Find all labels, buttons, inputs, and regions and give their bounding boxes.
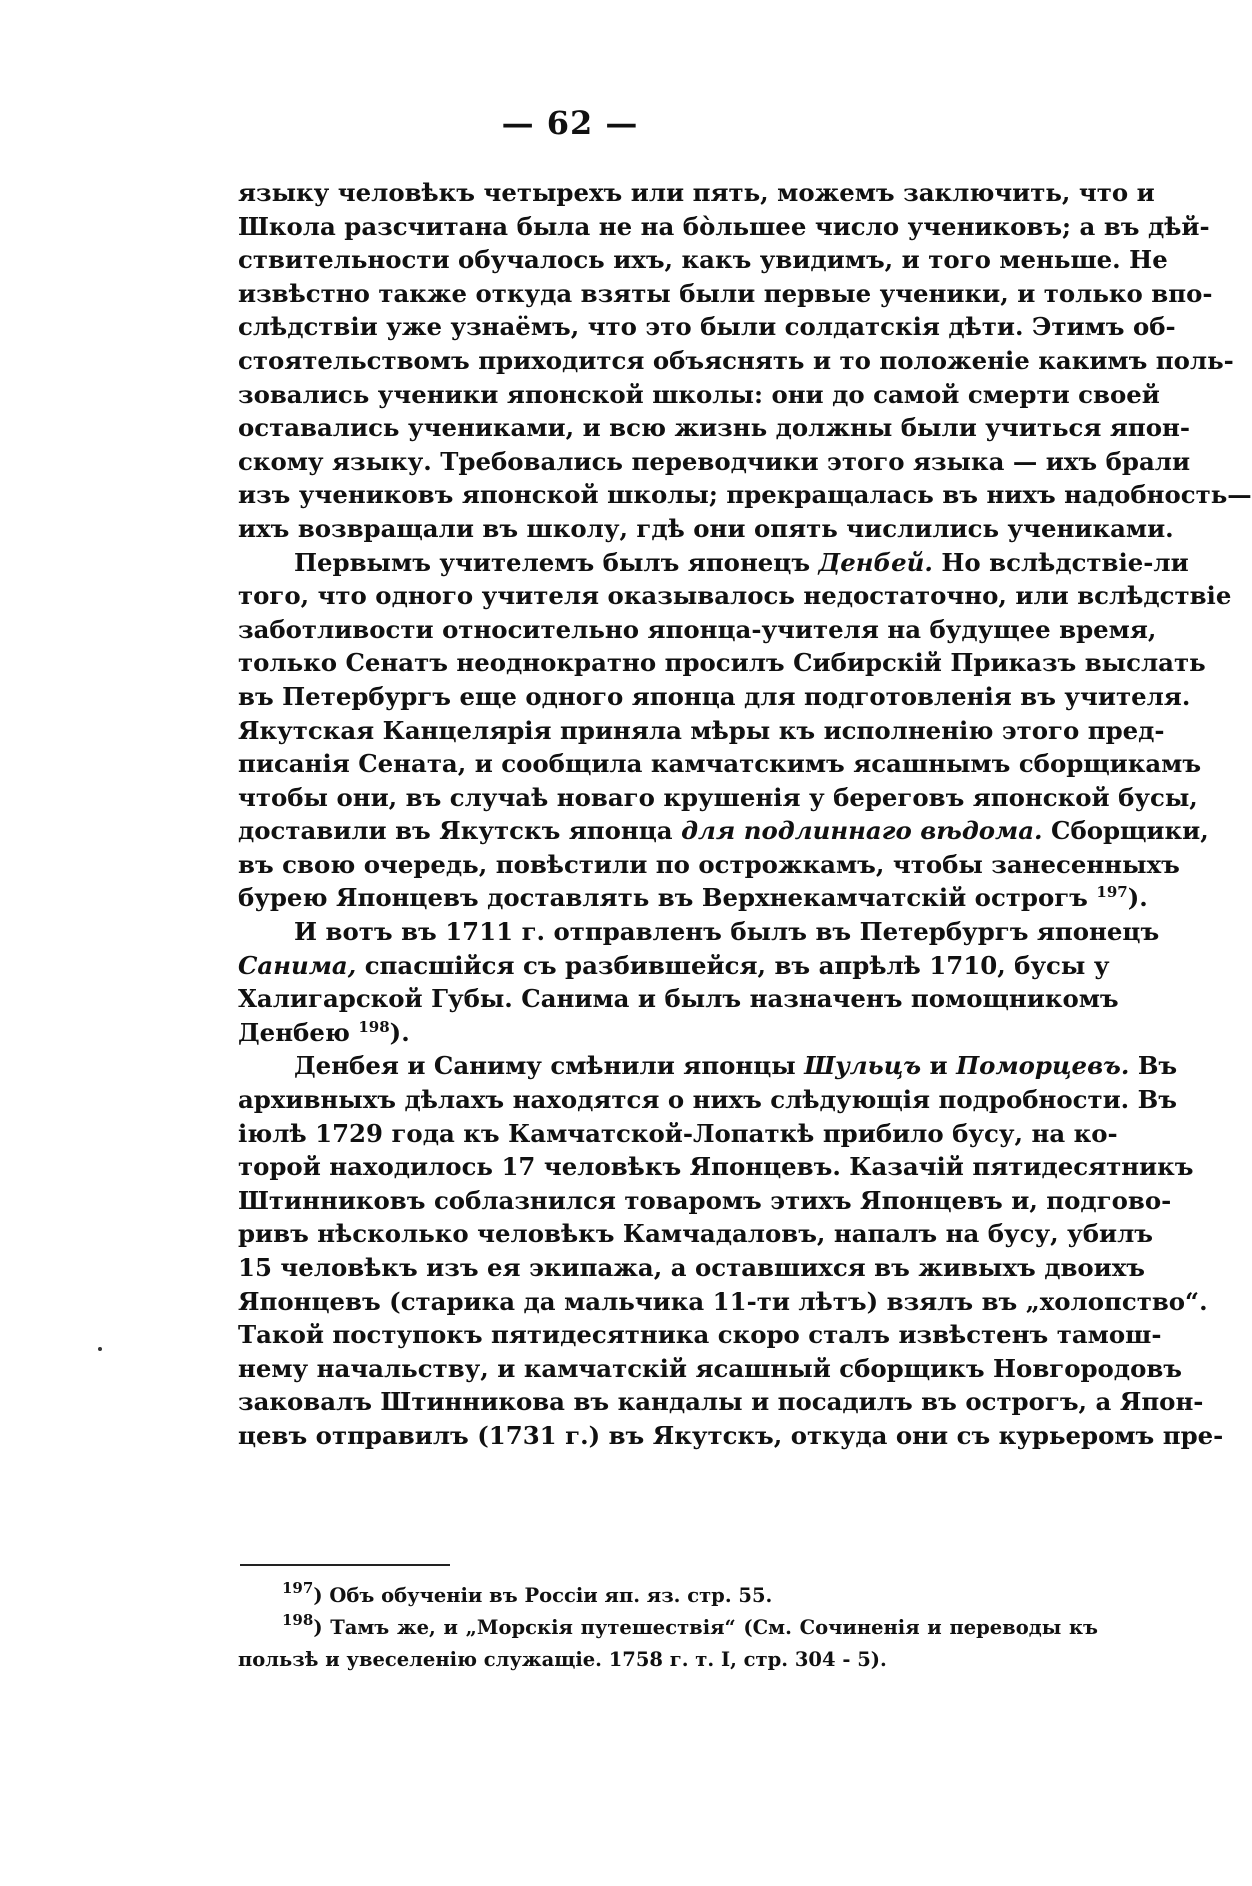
text-run: Но вслѣдствіе-ли — [932, 547, 1189, 577]
text-line: въ свою очередь, повѣстили по острожкамъ, чтобы занесенныхъ — [238, 849, 1180, 879]
text-line: ствительности обучалось ихъ, какъ увидимъ, и того меньше. Не — [238, 245, 1168, 275]
italic-phrase: для подлиннаго вѣдома. — [681, 816, 1043, 846]
text-line: іюлѣ 1729 года къ Камчатской-Лопаткѣ прибило бусу, на ко- — [238, 1118, 1118, 1148]
text-line — [238, 814, 1209, 848]
text-run: спасшійся съ разбившейся, въ апрѣлѣ 1710, бусы у — [356, 950, 1110, 980]
text-run: Денбею — [238, 1017, 359, 1047]
footnote-divider — [240, 1564, 450, 1566]
text-line: извѣстно также откуда взяты были первые ученики, и только впо- — [238, 278, 1213, 308]
text-line: ривъ нѣсколько человѣкъ Камчадаловъ, напалъ на бусу, убилъ — [238, 1219, 1153, 1249]
main-text — [238, 176, 1252, 1453]
text-line: заковалъ Штинникова въ кандалы и посадилъ въ острогъ, а Япон- — [238, 1387, 1204, 1417]
footnotes — [238, 1580, 1098, 1676]
text-line: скому языку. Требовались переводчики этого языка — ихъ брали — [238, 446, 1191, 476]
text-line: нему начальству, и камчатскій ясашный сборщикъ Новгородовъ — [238, 1353, 1182, 1383]
footnote-mark: 198 — [282, 1611, 314, 1629]
text-line: цевъ отправилъ (1731 г.) въ Якутскъ, откуда они съ курьеромъ пре- — [238, 1420, 1224, 1450]
text-line — [238, 1049, 1178, 1083]
text-line: Такой поступокъ пятидесятника скоро сталъ извѣстенъ тамош- — [238, 1320, 1162, 1350]
footnote-continuation: пользѣ и увеселенію служащіе. 1758 г. т. I, стр. 304 - 5). — [238, 1648, 887, 1671]
text-line: Школа разсчитана была не на бо̀льшее число учениковъ; а въ дѣй- — [238, 211, 1210, 241]
text-line: зовались ученики японской школы: они до самой смерти своей — [238, 379, 1160, 409]
text-run: ). — [389, 1017, 410, 1047]
footnote-ref[interactable]: 197 — [1096, 883, 1128, 902]
text-line: торой находилось 17 человѣкъ Японцевъ. Казачій пятидесятникъ — [238, 1152, 1194, 1182]
name-shults: Шульцъ — [804, 1051, 922, 1081]
text-line: того, что одного учителя оказывалось недостаточно, или вслѣдствіе — [238, 581, 1232, 611]
text-line — [238, 1016, 1098, 1050]
text-run: ). — [1127, 883, 1148, 913]
text-line: архивныхъ дѣлахъ находятся о нихъ слѣдующія подробности. Въ — [238, 1085, 1177, 1115]
text-line: 15 человѣкъ изъ ея экипажа, а оставшихся въ живыхъ двоихъ — [238, 1253, 1146, 1282]
text-line: слѣдствіи уже узнаёмъ, что это были солдатскія дѣти. Этимъ об- — [238, 312, 1176, 342]
print-speck — [98, 1347, 102, 1351]
text-line: въ Петербургъ еще одного японца для подготовленія въ учителя. — [238, 681, 1191, 711]
text-run: доставили въ Якутскъ японца — [238, 816, 682, 846]
text-line — [238, 546, 1189, 580]
text-line: только Сенатъ неоднократно просилъ Сибирскій Приказъ выслать — [238, 648, 1206, 678]
text-line: заботливости относительно японца-учителя на будущее время, — [238, 614, 1157, 644]
name-denbey: Денбей. — [818, 547, 933, 577]
text-run: Первымъ учителемъ былъ японецъ — [294, 547, 819, 577]
text-line: чтобы они, въ случаѣ новаго крушенія у береговъ японской бусы, — [238, 782, 1198, 812]
footnote-item — [238, 1612, 1098, 1644]
footnote-ref[interactable]: 198 — [358, 1017, 390, 1036]
text-run: бурею Японцевъ доставлять въ Верхнекамчатскій острогъ — [238, 883, 1088, 913]
text-line — [238, 949, 1110, 983]
text-run: Сборщики, — [1042, 816, 1209, 846]
text-line: изъ учениковъ японской школы; прекращалась въ нихъ надобность— — [238, 480, 1252, 510]
text-line: Штинниковъ соблазнился товаромъ этихъ Японцевъ и, подгово- — [238, 1185, 1172, 1215]
text-line: оставались учениками, и всю жизнь должны были учиться япон- — [238, 413, 1190, 443]
text-line: Халигарской Губы. Санима и былъ назначенъ помощникомъ — [238, 984, 1119, 1014]
footnote-text: ) Тамъ же, и „Морскія путешествія“ (См. Сочиненія и переводы къ — [313, 1616, 1098, 1639]
footnote-text: ) Объ обученіи въ Россіи яп. яз. стр. 55. — [313, 1584, 773, 1607]
text-line: Якутская Канцелярія приняла мѣры къ исполненію этого пред- — [238, 715, 1165, 745]
text-run: Въ — [1129, 1051, 1178, 1081]
text-line — [238, 881, 1148, 915]
text-run: Денбея и Саниму смѣнили японцы — [294, 1051, 805, 1081]
text-line: Японцевъ (старика да мальчика 11-ти лѣтъ) взялъ въ „холопство“. — [238, 1286, 1208, 1316]
text-line: писанія Сената, и сообщила камчатскимъ ясашнымъ сборщикамъ — [238, 749, 1202, 779]
text-line: языку человѣкъ четырехъ или пять, можемъ заключить, что и — [238, 178, 1155, 207]
text-run: и — [921, 1051, 957, 1081]
name-pomortsev: Поморцевъ. — [956, 1051, 1130, 1081]
page-number: — 62 — — [501, 104, 639, 142]
footnote-mark: 197 — [282, 1579, 314, 1597]
text-line: стоятельствомъ приходится объяснять и то положеніе какимъ поль- — [238, 345, 1234, 375]
name-sanima: Санима, — [238, 950, 357, 980]
text-line: ихъ возвращали въ школу, гдѣ они опять числились учениками. — [238, 513, 1174, 543]
footnote-item — [238, 1580, 1098, 1612]
text-line: И вотъ въ 1711 г. отправленъ былъ въ Петербургъ японецъ — [294, 917, 1160, 947]
